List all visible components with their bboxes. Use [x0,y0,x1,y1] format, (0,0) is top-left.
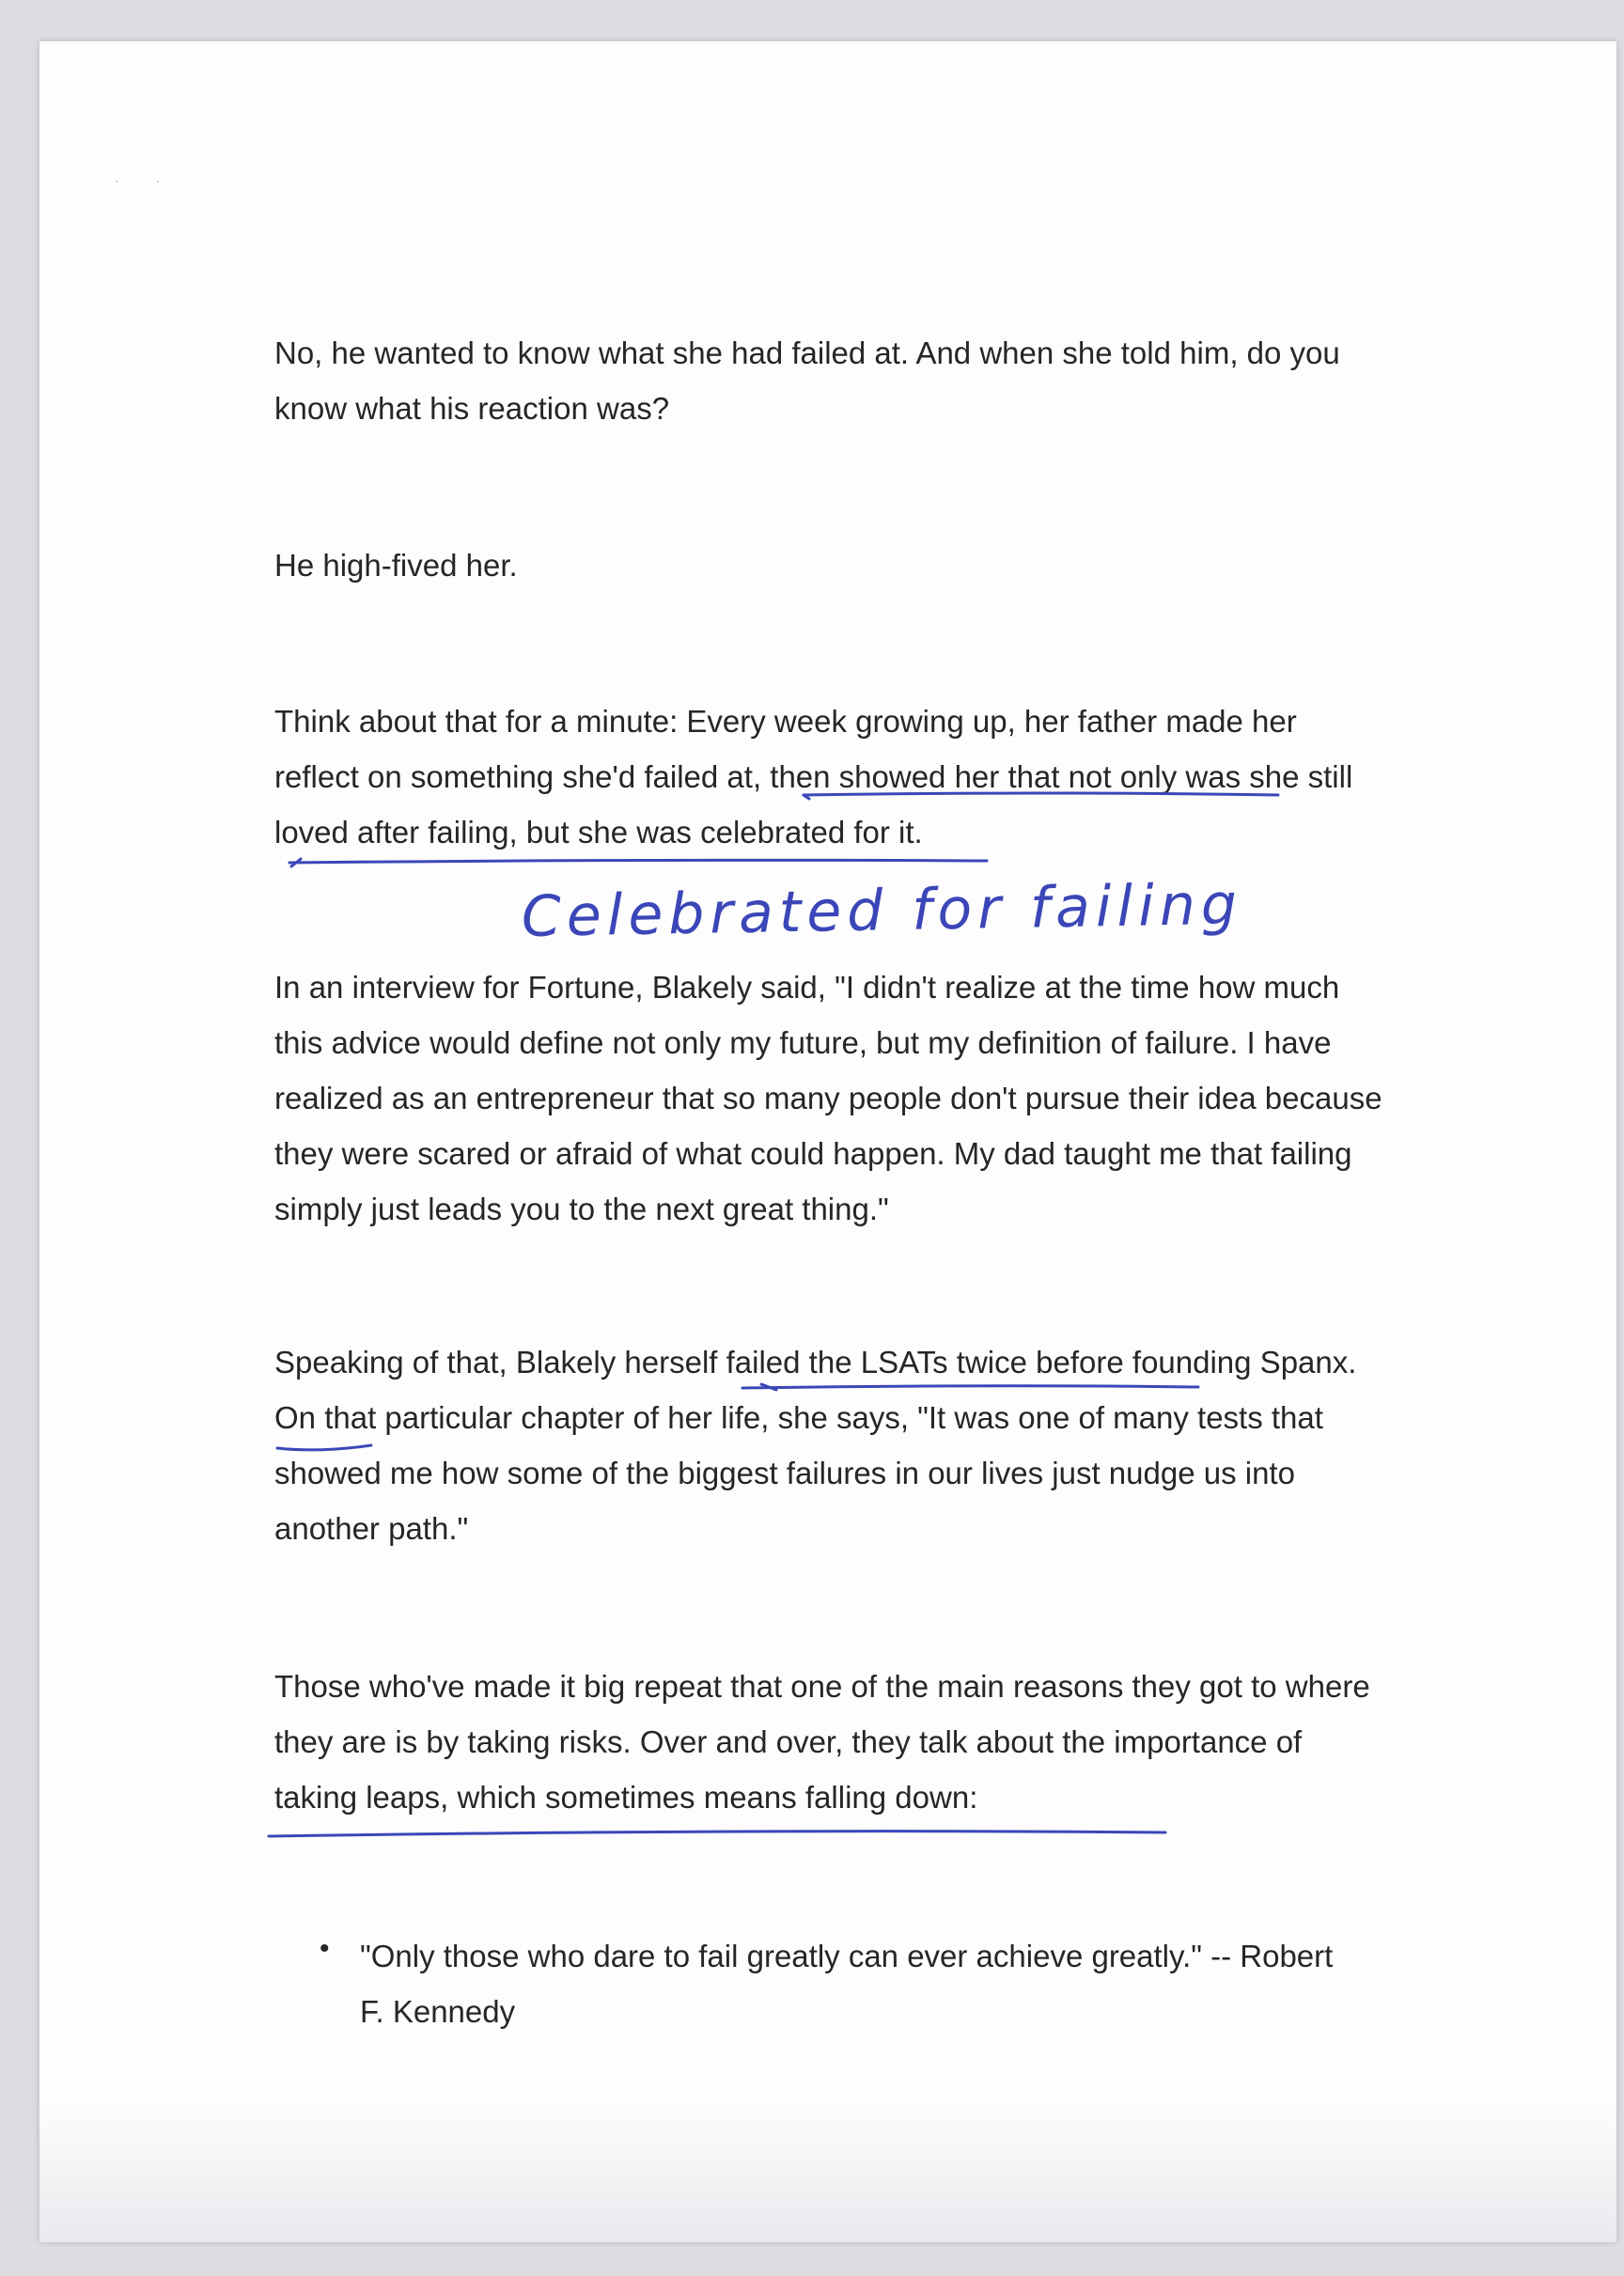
paragraph-2: He high-fived her. [274,548,518,583]
paragraph-3: Think about that for a minute: Every week growing up, her father made her reflect on something she'd failed at, then showed her that not only was she still loved after failing, but she was celebrated for it. [274,704,1353,850]
bullet-item: "Only those who dare to fail greatly can ever achieve greatly." -- Robert F. Kennedy [360,1939,1334,2029]
handwritten-note: Celebrated for failing [521,871,1243,951]
paragraph-6: Those who've made it big repeat that one of the main reasons they got to where they are is by taking risks. Over and over, they talk about the importance of taking leaps, which sometimes means falling down: [274,1669,1370,1815]
scan-specks: · · [115,173,161,188]
bullet-dot: • [320,1933,330,1964]
paragraph-1: No, he wanted to know what she had failed at. And when she told him, do you know what his reaction was? [274,335,1340,426]
paragraph-5: Speaking of that, Blakely herself failed the LSATs twice before founding Spanx. On that particular chapter of her life, she says, "It was one of many tests that showed me how some of the biggest failures in our lives just nudge us into another path." [274,1345,1357,1546]
paragraph-4: In an interview for Fortune, Blakely said, "I didn't realize at the time how much this advice would define not only my future, but my definition of failure. I have realized as an entrepreneur that so many people don't pursue their idea because they were scared or afraid of what could happen. My dad taught me that failing simply just leads you to the next great thing." [274,970,1382,1226]
